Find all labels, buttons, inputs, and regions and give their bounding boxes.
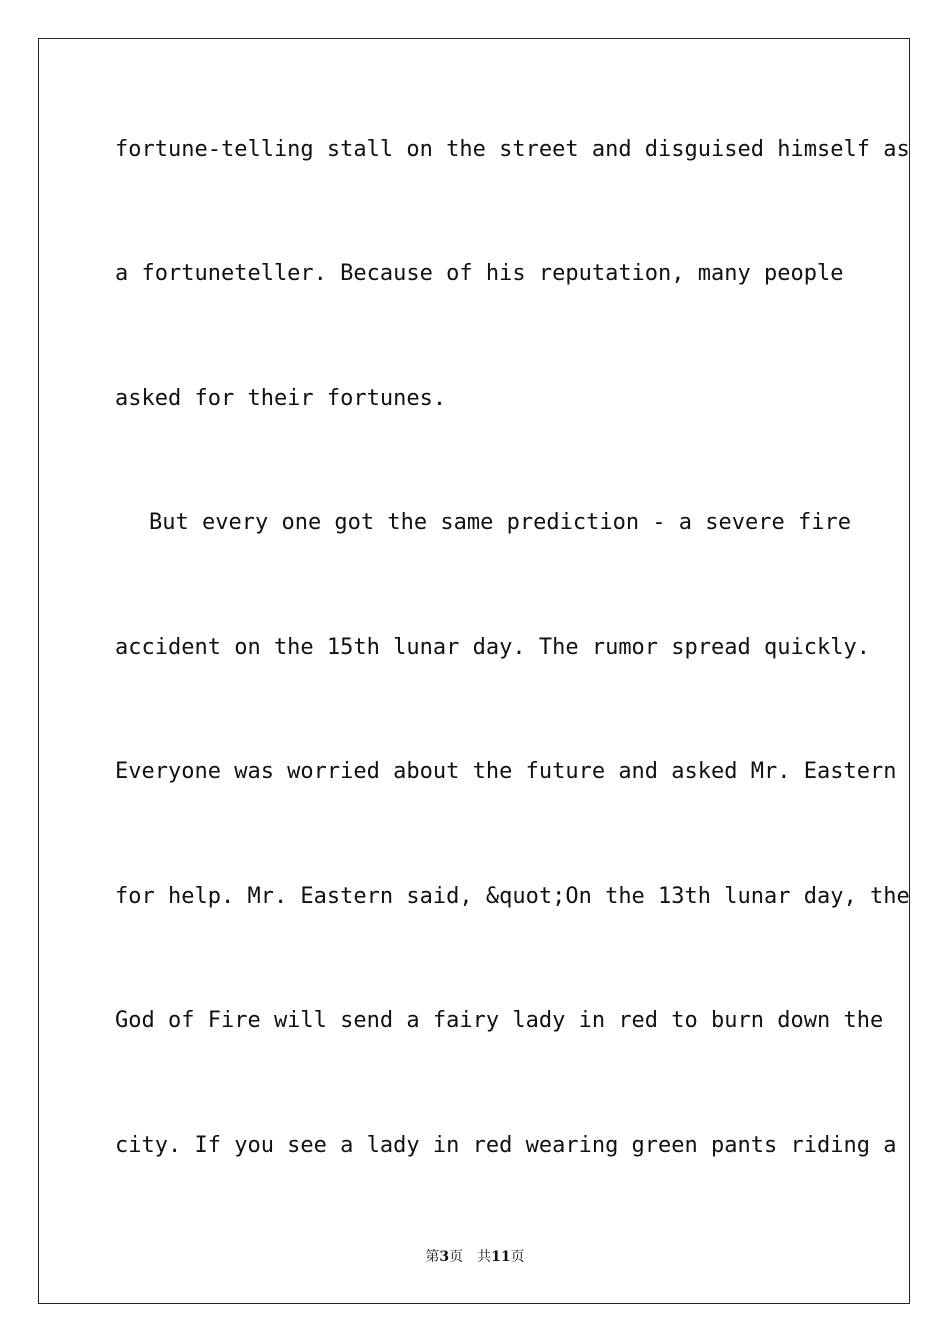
- footer-prefix: 第: [425, 1249, 440, 1265]
- current-page-number: 3: [439, 1249, 450, 1265]
- text-line-1: fortune-telling stall on the street and disguised himself as: [115, 137, 910, 162]
- footer-middle: 页 共: [449, 1249, 492, 1265]
- page-border: [38, 38, 910, 1304]
- text-line-4: But every one got the same prediction - a severe fire: [149, 510, 851, 535]
- page-footer: [0, 1246, 950, 1266]
- text-line-6: Everyone was worried about the future and asked Mr. Eastern: [115, 759, 897, 784]
- text-line-8: God of Fire will send a fairy lady in red to burn down the: [115, 1008, 884, 1033]
- text-line-3: asked for their fortunes.: [115, 386, 447, 411]
- text-line-9: city. If you see a lady in red wearing green pants riding a: [115, 1133, 897, 1158]
- text-line-2: a fortuneteller. Because of his reputation, many people: [115, 261, 844, 286]
- total-page-count: 11: [491, 1249, 511, 1265]
- footer-suffix: 页: [510, 1249, 525, 1265]
- text-line-5: accident on the 15th lunar day. The rumor spread quickly.: [115, 635, 870, 660]
- text-line-7: for help. Mr. Eastern said, &quot;On the 13th lunar day, the: [115, 884, 910, 909]
